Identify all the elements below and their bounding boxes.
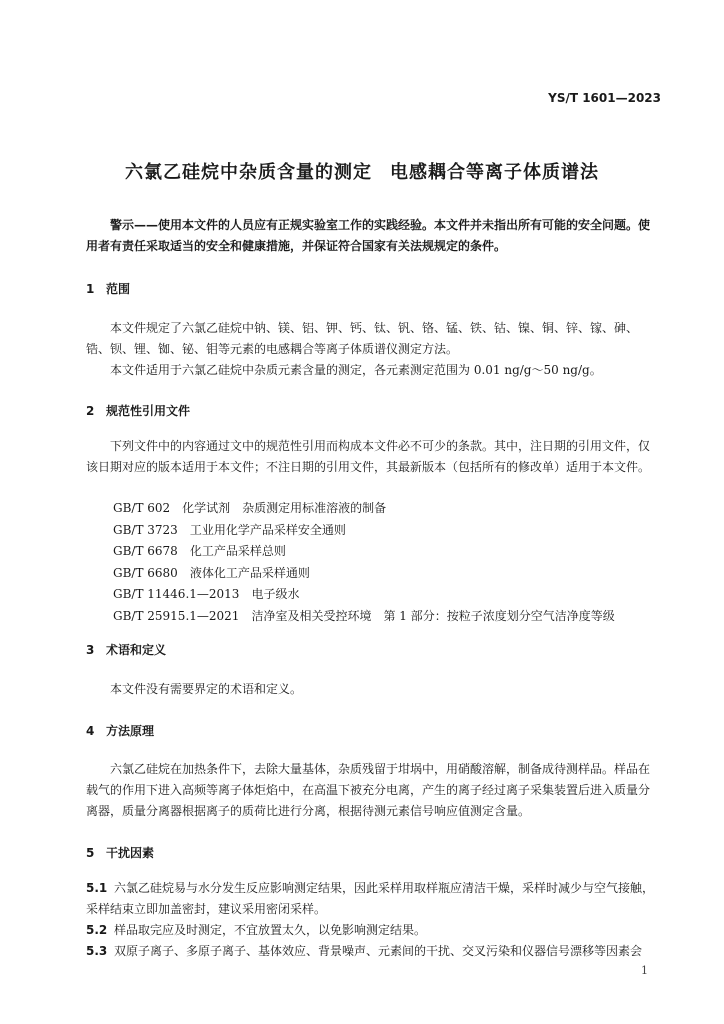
section-number: 4 bbox=[86, 724, 95, 738]
clause-number: 5.1 bbox=[86, 881, 108, 895]
reference-code: GB/T 6680 bbox=[113, 565, 178, 580]
section-title: 范围 bbox=[106, 282, 131, 296]
clause-number: 5.3 bbox=[86, 944, 108, 958]
section-title: 干扰因素 bbox=[106, 846, 155, 860]
section-3-heading bbox=[86, 641, 166, 658]
normative-references-paragraph: 下列文件中的内容通过文中的规范性引用而构成本文件必不可少的条款。其中，注日期的引用文件，仅该日期对应的版本适用于本文件；不注日期的引用文件，其最新版本（包括所有的修改单）适用于本文件。 bbox=[86, 439, 651, 474]
reference-item bbox=[113, 520, 615, 542]
title-part-2: 电感耦合等离子体质谱法 bbox=[390, 162, 599, 183]
section-number: 1 bbox=[86, 282, 95, 296]
reference-item bbox=[113, 498, 615, 520]
terms-paragraph: 本文件没有需要界定的术语和定义。 bbox=[110, 682, 303, 696]
section-title: 规范性引用文件 bbox=[106, 404, 191, 418]
reference-item bbox=[113, 584, 615, 606]
reference-item bbox=[113, 606, 615, 628]
clause-5-2 bbox=[86, 920, 658, 941]
section-number: 5 bbox=[86, 846, 95, 860]
reference-item bbox=[113, 563, 615, 585]
reference-name: 化工产品采样总则 bbox=[189, 544, 286, 558]
clause-text: 双原子离子、多原子离子、基体效应、背景噪声、元素间的干扰、交叉污染和仪器信号漂移等因素会 bbox=[114, 944, 643, 958]
section-5-heading bbox=[86, 844, 154, 861]
scope-paragraph-1: 本文件规定了六氯乙硅烷中钠、镁、铝、钾、钙、钛、钒、铬、锰、铁、钴、镍、铜、锌、镓、砷、锆、钡、锂、铷、铋、钼等元素的电感耦合等离子体质谱仪测定方法。 bbox=[86, 321, 639, 356]
reference-name: 工业用化学产品采样安全通则 bbox=[189, 522, 346, 537]
section-title: 术语和定义 bbox=[106, 643, 167, 657]
reference-name: 液体化工产品采样通则 bbox=[189, 565, 310, 580]
clause-text: 样品取完应及时测定，不宜放置太久，以免影响测定结果。 bbox=[114, 923, 427, 937]
reference-code: GB/T 25915.1—2021 bbox=[113, 608, 240, 623]
clause-5-3 bbox=[86, 941, 658, 962]
reference-code: GB/T 11446.1—2013 bbox=[113, 587, 240, 601]
section-4-heading bbox=[86, 722, 154, 739]
title-part-1: 六氯乙硅烷中杂质含量的测定 bbox=[125, 162, 372, 183]
reference-list bbox=[113, 498, 615, 627]
scope-paragraph-2: 本文件适用于六氯乙硅烷中杂质元素含量的测定，各元素测定范围为 0.01 ng/g～50 ng/g。 bbox=[110, 363, 602, 377]
clause-number: 5.2 bbox=[86, 923, 108, 937]
reference-code: GB/T 6678 bbox=[113, 544, 178, 558]
section-1-heading bbox=[86, 280, 130, 297]
clause-5-1 bbox=[86, 878, 658, 920]
document-code: YS/T 1601—2023 bbox=[548, 91, 661, 105]
reference-item bbox=[113, 541, 615, 563]
section-number: 3 bbox=[86, 643, 95, 657]
principle-paragraph: 六氯乙硅烷在加热条件下，去除大量基体，杂质残留于坩埚中，用硝酸溶解，制备成待测样品。样品在载气的作用下进入高频等离子体炬焰中，在高温下被充分电离，产生的离子经过离子采集装置后进入质量分离器，质量分离器根据离子的质荷比进行分离，根据待测元素信号响应值测定含量。 bbox=[86, 762, 651, 818]
page-number: 1 bbox=[641, 964, 648, 977]
clause-text: 六氯乙硅烷易与水分发生反应影响测定结果，因此采样用取样瓶应清洁干燥，采样时减少与空气接触，采样结束立即加盖密封，建议采用密闭采样。 bbox=[86, 881, 655, 916]
reference-code: GB/T 3723 bbox=[113, 522, 178, 537]
reference-code: GB/T 602 bbox=[113, 501, 171, 515]
reference-name: 化学试剂 杂质测定用标准溶液的制备 bbox=[182, 501, 387, 515]
reference-name: 洁净室及相关受控环境 第 1 部分：按粒子浓度划分空气洁净度等级 bbox=[251, 608, 615, 623]
document-title bbox=[0, 158, 724, 184]
reference-name: 电子级水 bbox=[251, 587, 300, 601]
section-number: 2 bbox=[86, 404, 95, 418]
section-2-heading bbox=[86, 402, 190, 419]
warning-text: 警示——使用本文件的人员应有正规实验室工作的实践经验。本文件并未指出所有可能的安全问题。使用者有责任采取适当的安全和健康措施，并保证符合国家有关法规规定的条件。 bbox=[86, 218, 651, 253]
section-title: 方法原理 bbox=[106, 724, 155, 738]
